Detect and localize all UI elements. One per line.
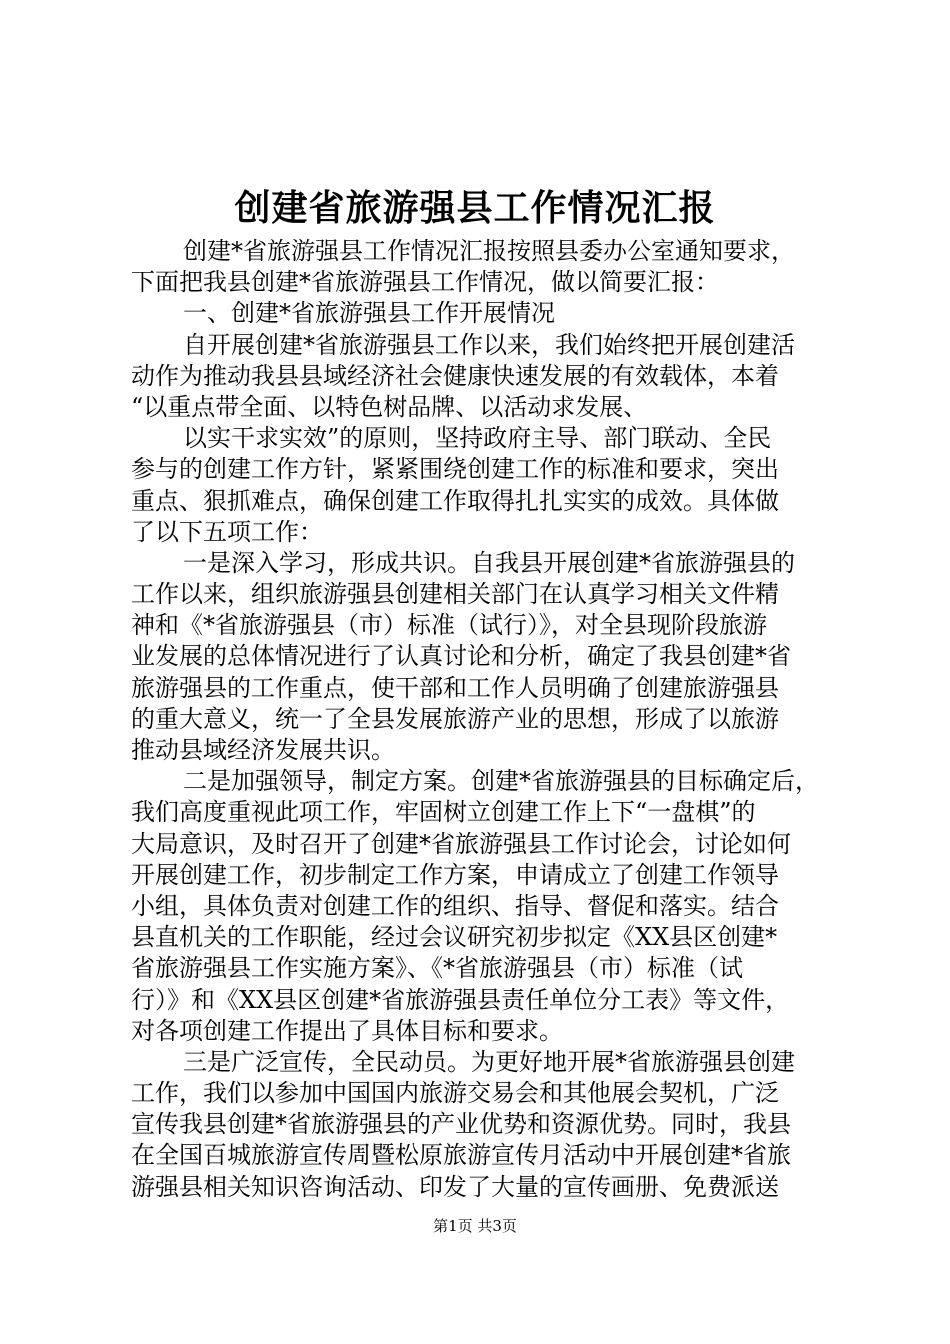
text-line: 小组，具体负责对创建工作的组织、指导、督促和落实。结合 [131, 891, 779, 920]
text-line: 的重大意义，统一了全县发展旅游产业的思想，形成了以旅游 [131, 704, 779, 733]
document-title: 创建省旅游强县工作情况汇报 [234, 187, 716, 229]
text-line: 行）》和《XX县区创建*省旅游强县责任单位分工表》等文件， [131, 985, 790, 1014]
text-line: “以重点带全面、以特色树品牌、以活动求发展、 [131, 392, 648, 421]
text-line: 对各项创建工作提出了具体目标和要求。 [131, 1016, 563, 1045]
text-line: 一、创建*省旅游强县工作开展情况 [183, 299, 555, 328]
text-line: 在全国百城旅游宣传周暨松原旅游宣传月活动中开展创建*省旅 [131, 1141, 791, 1170]
text-line: 创建*省旅游强县工作情况汇报按照县委办公室通知要求， [183, 237, 795, 265]
text-line: 以实干求实效”的原则，坚持政府主导、部门联动、全民 [183, 424, 772, 453]
text-line: 宣传我县创建*省旅游强县的产业优势和资源优势。同时，我县 [131, 1110, 791, 1139]
text-line: 参与的创建工作方针，紧紧围绕创建工作的标准和要求，突出 [131, 455, 779, 484]
text-line: 推动县域经济发展共识。 [131, 736, 395, 764]
text-line: 业发展的总体情况进行了认真讨论和分析，确定了我县创建*省 [131, 642, 791, 671]
text-line: 一是深入学习，形成共识。自我县开展创建*省旅游强县的 [183, 548, 795, 577]
text-line: 我们高度重视此项工作，牢固树立创建工作上下“一盘棋”的 [131, 798, 756, 827]
text-line: 了以下五项工作： [131, 517, 323, 546]
text-line: 三是广泛宣传，全民动员。为更好地开展*省旅游强县创建 [183, 1047, 795, 1076]
text-line: 工作以来，组织旅游强县创建相关部门在认真学习相关文件精 [131, 580, 779, 609]
text-line: 下面把我县创建*省旅游强县工作情况，做以简要汇报： [131, 268, 719, 297]
text-line: 二是加强领导，制定方案。创建*省旅游强县的目标确定后， [183, 767, 819, 796]
page-footer: 第1页 共3页 [433, 1217, 517, 1235]
text-line: 游强县相关知识咨询活动、印发了大量的宣传画册、免费派送 [131, 1172, 779, 1201]
text-line: 旅游强县的工作重点，使干部和工作人员明确了创建旅游强县 [131, 673, 779, 702]
text-line: 自开展创建*省旅游强县工作以来，我们始终把开展创建活 [183, 330, 795, 359]
text-line: 工作，我们以参加中国国内旅游交易会和其他展会契机，广泛 [131, 1079, 779, 1108]
text-line: 动作为推动我县县域经济社会健康快速发展的有效载体，本着 [131, 361, 779, 390]
text-line: 开展创建工作，初步制定工作方案，申请成立了创建工作领导 [131, 860, 779, 889]
document-body [131, 236, 831, 1203]
text-line: 神和《*省旅游强县（市）标准（试行）》，对全县现阶段旅游 [131, 611, 767, 640]
text-line: 省旅游强县工作实施方案》、《*省旅游强县（市）标准（试 [131, 954, 743, 983]
text-line: 大局意识，及时召开了创建*省旅游强县工作讨论会，讨论如何 [131, 829, 791, 858]
text-line: 县直机关的工作职能，经过会议研究初步拟定《XX县区创建* [131, 923, 778, 952]
text-line: 重点、狠抓难点，确保创建工作取得扎扎实实的成效。具体做 [131, 486, 779, 515]
